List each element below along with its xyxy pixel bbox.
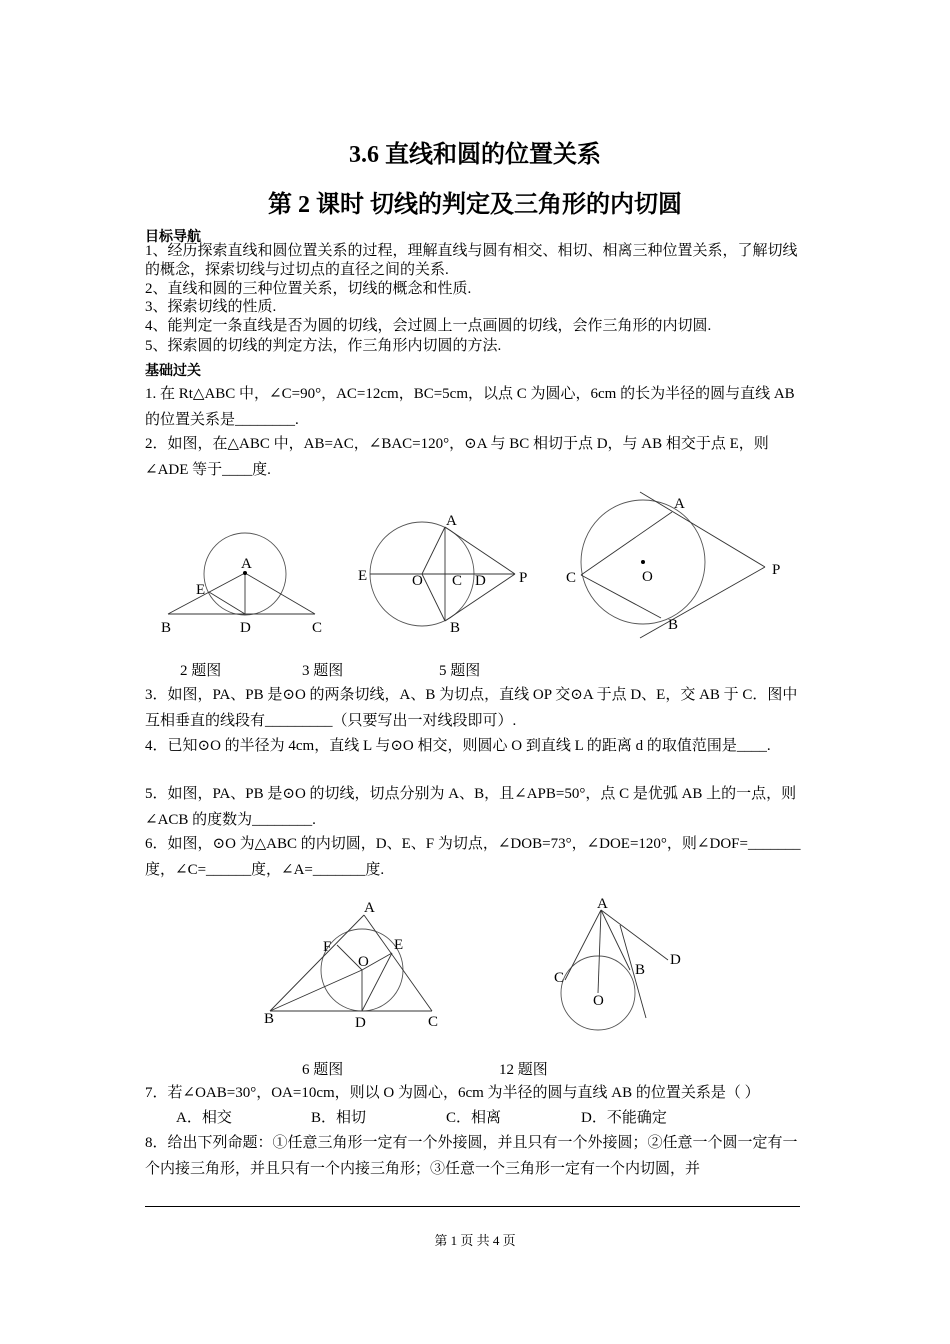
fig2-label-d: D <box>240 620 251 636</box>
caption-fig2: 2 题图 <box>180 663 222 679</box>
caption-fig5: 5 题图 <box>439 663 481 679</box>
fig5-label-a: A <box>674 496 685 512</box>
fig12-label-c: C <box>554 970 565 986</box>
fig2-label-e: E <box>196 582 206 598</box>
goal-item: 5、探索圆的切线的判定方法，作三角形内切圆的方法. <box>145 338 502 354</box>
basics-heading: 基础过关 <box>145 363 201 379</box>
page-title: 3.6 直线和圆的位置关系 <box>349 142 601 168</box>
figure-12 <box>554 896 681 1030</box>
fig6-label-f: F <box>323 939 332 955</box>
fig12-label-o: O <box>593 993 604 1009</box>
fig6-label-d: D <box>355 1015 366 1031</box>
goal-item: 1、经历探索直线和圆位置关系的过程，理解直线与圆有相交、相切、相离三种位置关系，了解切线的概念，探索切线与过切点的直径之间的关系. <box>145 243 798 278</box>
fig3-label-c: C <box>452 573 463 589</box>
figure-3 <box>358 513 527 636</box>
q7-option-b: B．相切 <box>311 1110 367 1126</box>
figure-5 <box>566 492 780 638</box>
fig6-label-c: C <box>428 1014 439 1030</box>
fig5-label-b: B <box>668 617 679 633</box>
question-4: 4．已知⊙O 的半径为 4cm，直线 L 与⊙O 相交，则圆心 O 到直线 L 的距离 d 的取值范围是____. <box>145 738 771 754</box>
question-8: 8．给出下列命题：①任意三角形一定有一个外接圆，并且只有一个外接圆；②任意一个圆一定有一个内接三角形，并且只有一个内接三角形；③任意一个三角形一定有一个内切圆，并 <box>145 1135 798 1177</box>
fig6-label-o: O <box>358 954 369 970</box>
fig3-label-a: A <box>446 513 457 529</box>
caption-fig3: 3 题图 <box>302 663 344 679</box>
fig5-label-c: C <box>566 570 577 586</box>
caption-fig6: 6 题图 <box>302 1062 344 1078</box>
fig2-label-c: C <box>312 620 323 636</box>
goal-item: 3、探索切线的性质. <box>145 299 277 315</box>
question-1: 1. 在 Rt△ABC 中，∠C=90°，AC=12cm，BC=5cm，以点 C 为圆心，6cm 的长为半径的圆与直线 AB 的位置关系是________. <box>145 386 795 428</box>
figure-2 <box>161 533 322 636</box>
question-3: 3．如图，PA、PB 是⊙O 的两条切线，A、B 为切点，直线 OP 交⊙A 于点 D、E，交 AB 于 C．图中互相垂直的线段有_________（只要写出一对线段即可）. <box>145 687 798 729</box>
fig2-label-b: B <box>161 620 172 636</box>
fig3-label-e: E <box>358 568 368 584</box>
question-6: 6．如图，⊙O 为△ABC 的内切圆，D、E、F 为切点，∠DOB=73°，∠DOE=120°，则∠DOF=_______度，∠C=______度，∠A=_______度. <box>145 836 801 878</box>
page-subtitle: 第 2 课时 切线的判定及三角形的内切圆 <box>268 192 682 218</box>
fig5-label-o: O <box>642 569 653 585</box>
question-7: 7．若∠OAB=30°，OA=10cm，则以 O 为圆心，6cm 为半径的圆与直线 AB 的位置关系是（ ） <box>145 1085 760 1101</box>
q7-option-c: C．相离 <box>446 1110 502 1126</box>
fig12-label-b: B <box>635 962 646 978</box>
question-5: 5．如图，PA、PB 是⊙O 的切线，切点分别为 A、B，且∠APB=50°，点 C 是优弧 AB 上的一点，则∠ACB 的度数为________. <box>145 786 797 828</box>
caption-fig12: 12 题图 <box>499 1062 548 1078</box>
footer-divider <box>145 1206 800 1207</box>
fig3-label-d: D <box>475 573 486 589</box>
fig6-label-b: B <box>264 1011 275 1027</box>
fig3-label-p: P <box>519 570 528 586</box>
fig2-label-a: A <box>241 556 252 572</box>
fig3-label-b: B <box>450 620 461 636</box>
fig6-label-e: E <box>394 937 404 953</box>
fig5-label-p: P <box>772 562 781 578</box>
goal-item: 4、能判定一条直线是否为圆的切线，会过圆上一点画圆的切线，会作三角形的内切圆. <box>145 318 712 334</box>
q7-option-d: D．不能确定 <box>581 1110 667 1126</box>
fig6-label-a: A <box>364 900 375 916</box>
page-footer: 第 1 页 共 4 页 <box>434 1233 516 1248</box>
goals-heading: 目标导航 <box>145 229 201 245</box>
q7-option-a: A．相交 <box>176 1110 232 1126</box>
fig12-label-d: D <box>670 952 681 968</box>
question-2: 2．如图，在△ABC 中，AB=AC，∠BAC=120°，⊙A 与 BC 相切于点 D，与 AB 相交于点 E，则∠ADE 等于____度. <box>145 436 769 478</box>
fig3-label-o: O <box>412 573 423 589</box>
goal-item: 2、直线和圆的三种位置关系，切线的概念和性质. <box>145 281 472 297</box>
fig12-label-a: A <box>597 896 608 912</box>
figure-6 <box>264 900 438 1031</box>
